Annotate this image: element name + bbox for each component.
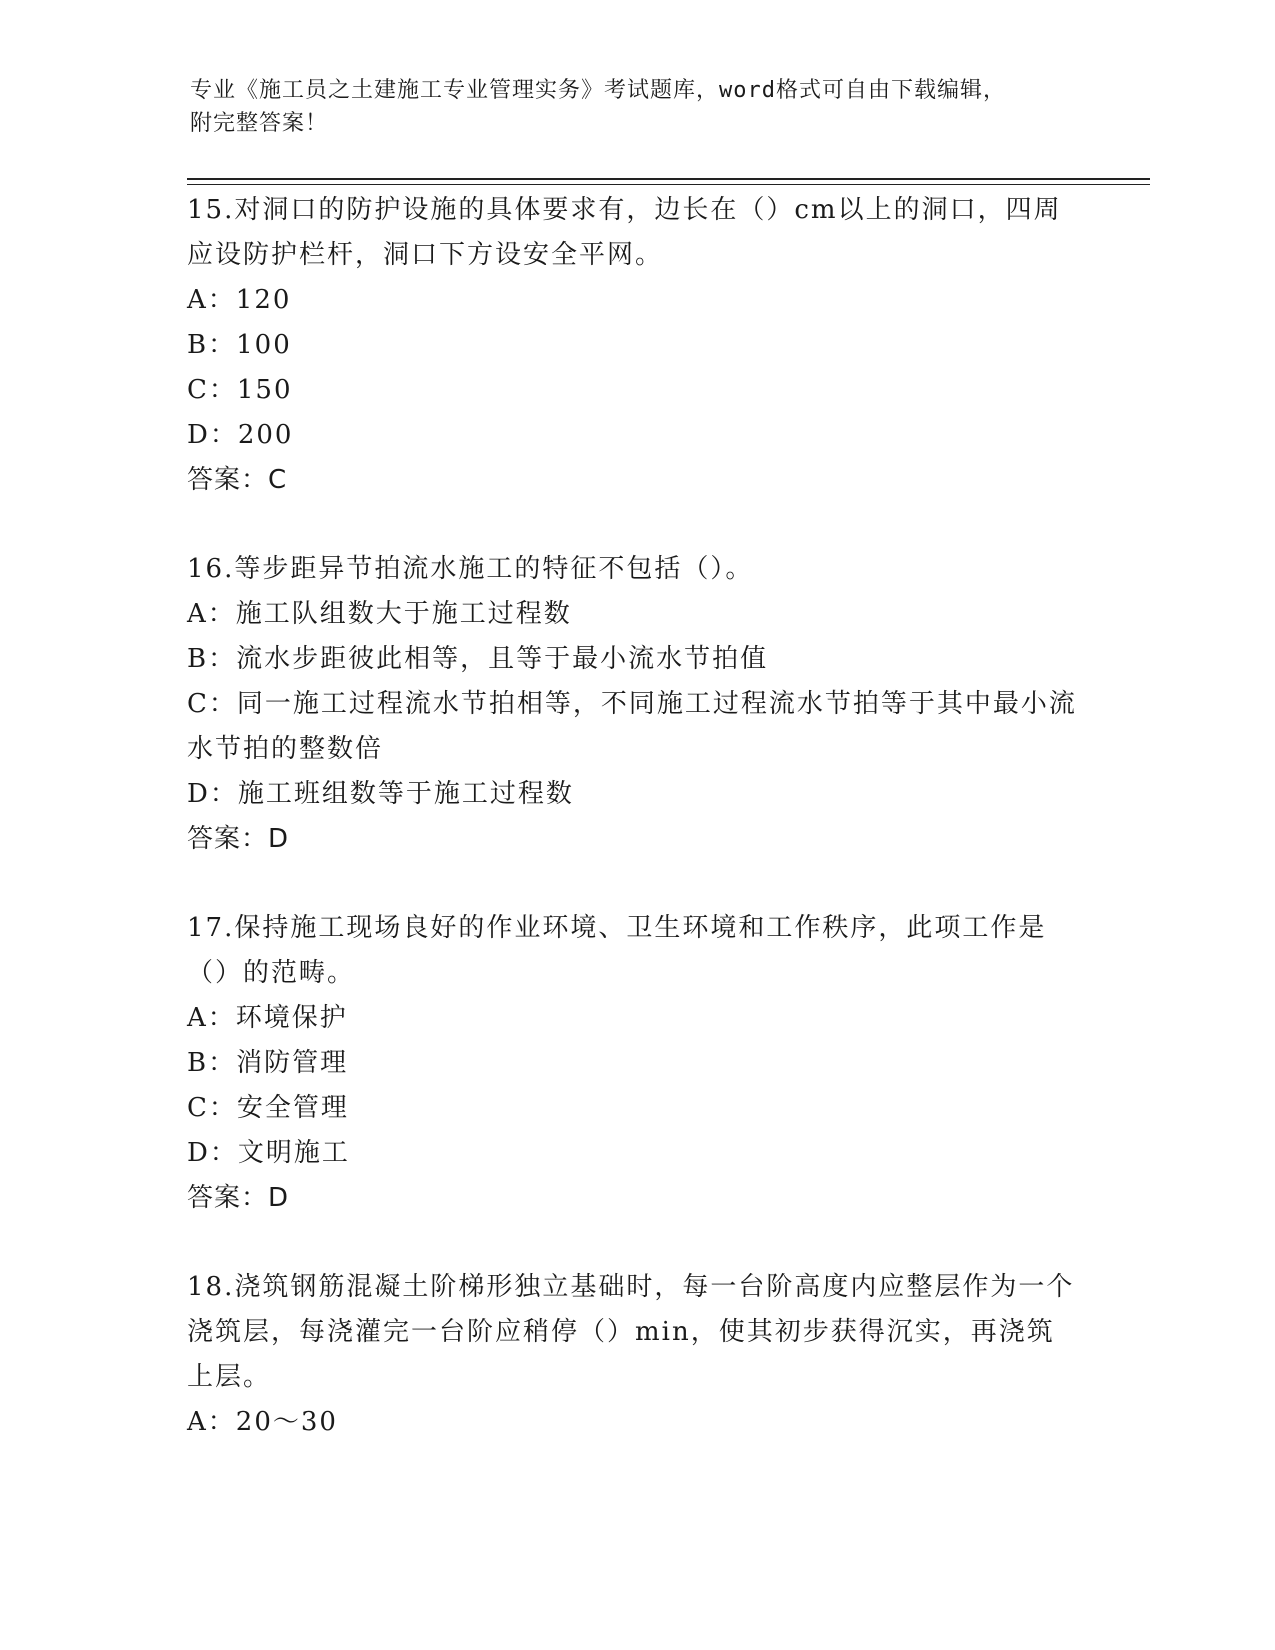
option-b: B：100 bbox=[187, 330, 292, 360]
option-a: A：20～30 bbox=[187, 1407, 338, 1437]
option-a: A：120 bbox=[187, 285, 292, 315]
header-line-2: 附完整答案！ bbox=[190, 111, 329, 136]
question-16 bbox=[187, 547, 1077, 862]
option-b: B：流水步距彼此相等，且等于最小流水节拍值 bbox=[187, 644, 769, 674]
answer: 答案：D bbox=[187, 824, 290, 854]
option-c: C：安全管理 bbox=[187, 1093, 349, 1123]
question-text: 15.对洞口的防护设施的具体要求有，边长在（）cm以上的洞口，四周应设防护栏杆，洞口下方设安全平网。 bbox=[187, 195, 1062, 270]
document-header bbox=[190, 74, 1090, 140]
answer: 答案：C bbox=[187, 465, 288, 495]
question-text: 18.浇筑钢筋混凝土阶梯形独立基础时，每一台阶高度内应整层作为一个浇筑层，每浇灌完一台阶应稍停（）min，使其初步获得沉实，再浇筑上层。 bbox=[187, 1272, 1075, 1392]
question-list bbox=[187, 188, 1077, 1445]
question-text: 16.等步距异节拍流水施工的特征不包括（）。 bbox=[187, 554, 754, 584]
answer: 答案：D bbox=[187, 1183, 290, 1213]
question-text: 17.保持施工现场良好的作业环境、卫生环境和工作秩序，此项工作是（）的范畴。 bbox=[187, 913, 1047, 988]
option-c: C：同一施工过程流水节拍相等，不同施工过程流水节拍等于其中最小流水节拍的整数倍 bbox=[187, 689, 1077, 764]
option-a: A：施工队组数大于施工过程数 bbox=[187, 599, 572, 629]
option-b: B：消防管理 bbox=[187, 1048, 349, 1078]
header-divider-thin bbox=[187, 184, 1150, 185]
option-a: A：环境保护 bbox=[187, 1003, 348, 1033]
option-d: D：200 bbox=[187, 420, 294, 450]
option-d: D：文明施工 bbox=[187, 1138, 350, 1168]
header-line-1: 专业《施工员之土建施工专业管理实务》考试题库，word格式可自由下载编辑， bbox=[190, 78, 1006, 103]
option-c: C：150 bbox=[187, 375, 293, 405]
option-d: D：施工班组数等于施工过程数 bbox=[187, 779, 574, 809]
question-18 bbox=[187, 1265, 1077, 1445]
question-15 bbox=[187, 188, 1077, 503]
header-divider-thick bbox=[187, 178, 1150, 180]
question-17 bbox=[187, 906, 1077, 1221]
